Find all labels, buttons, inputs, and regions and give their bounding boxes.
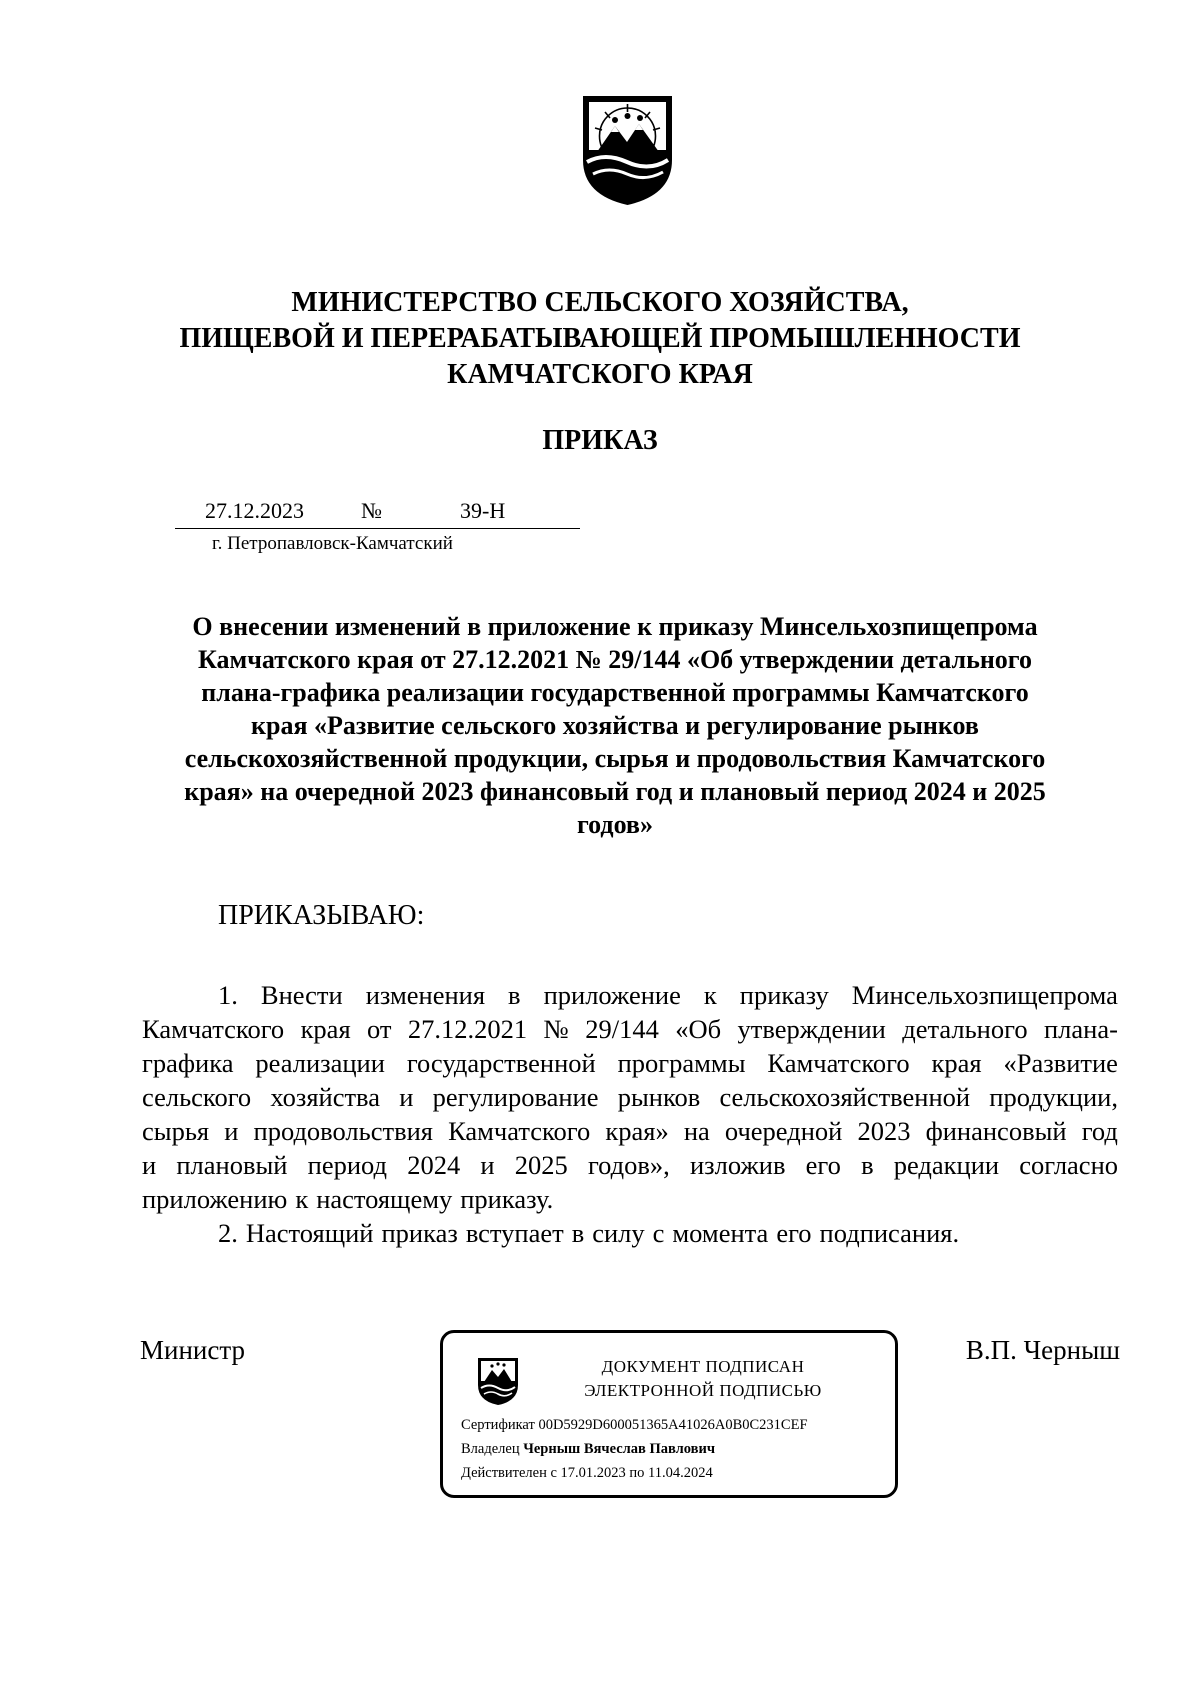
ministry-name [100,285,1100,393]
subject-line: О внесении изменений в приложение к приказу Минсельхозпищепрома [192,612,1038,641]
body-line: 1. Внести изменения в приложение к приказу Минсельхозпищепрома [218,980,1118,1010]
body-line: и плановый период 2024 и 2025 годов», изложив его в редакции согласно [142,1150,1118,1180]
subject-line: годов» [577,810,653,839]
order-body [142,978,1118,1250]
body-line: сельского хозяйства и регулирование рынков сельскохозяйственной продукции, [142,1082,1118,1112]
order-date: 27.12.2023 [205,498,304,523]
body-line: приложению к настоящему приказу. [142,1184,554,1214]
stamp-owner-label: Владелец [461,1441,520,1457]
stamp-owner-name: Черныш Вячеслав Павлович [523,1441,716,1457]
stamp-title: ДОКУМЕНТ ПОДПИСАН [601,1357,805,1376]
body-line: Камчатского края от 27.12.2021 № 29/144 «Об утверждении детального плана- [142,1014,1118,1044]
order-city: г. Петропавловск-Камчатский [212,533,453,554]
ministry-line: ПИЩЕВОЙ И ПЕРЕРАБАТЫВАЮЩЕЙ ПРОМЫШЛЕННОСТИ [179,323,1021,354]
kamchatka-emblem-icon [575,90,680,208]
stamp-validity: Действителен с 17.01.2023 по 11.04.2024 [461,1465,713,1481]
signatory-name: В.П. Черныш [965,1335,1120,1365]
document-type: ПРИКАЗ [542,425,658,456]
body-line: графика реализации государственной программы Камчатского края «Развитие [142,1048,1118,1078]
subject-line: края» на очередной 2023 финансовый год и плановый период 2024 и 2025 [184,777,1046,806]
body-line: сырья и продовольствия Камчатского края» на очередной 2023 финансовый год [142,1116,1118,1146]
subject-line: сельскохозяйственной продукции, сырья и продовольствия Камчатского [184,744,1046,773]
ministry-line: КАМЧАТСКОГО КРАЯ [447,359,753,390]
decree-word: ПРИКАЗЫВАЮ: [218,900,425,931]
subject-line: плана-графика реализации государственной программы Камчатского [201,678,1029,707]
kamchatka-emblem-icon [475,1355,521,1407]
signatory-role: Министр [140,1335,245,1365]
electronic-signature-stamp [440,1330,898,1498]
stamp-subtitle: ЭЛЕКТРОННОЙ ПОДПИСЬЮ [584,1381,822,1400]
number-sign: № [361,498,382,523]
order-date-number-line [175,498,580,529]
body-line: 2. Настоящий приказ вступает в силу с момента его подписания. [218,1218,960,1248]
subject-line: Камчатского края от 27.12.2021 № 29/144 «Об утверждении детального [198,645,1032,674]
order-number: 39-Н [460,498,506,523]
stamp-certificate: Сертификат 00D5929D600051365A41026A0B0C231CEF [461,1417,808,1433]
subject-line: края «Развитие сельского хозяйства и регулирование рынков [251,711,979,740]
ministry-line: МИНИСТЕРСТВО СЕЛЬСКОГО ХОЗЯЙСТВА, [291,287,909,318]
order-subject [140,610,1090,841]
stamp-owner [461,1441,715,1458]
